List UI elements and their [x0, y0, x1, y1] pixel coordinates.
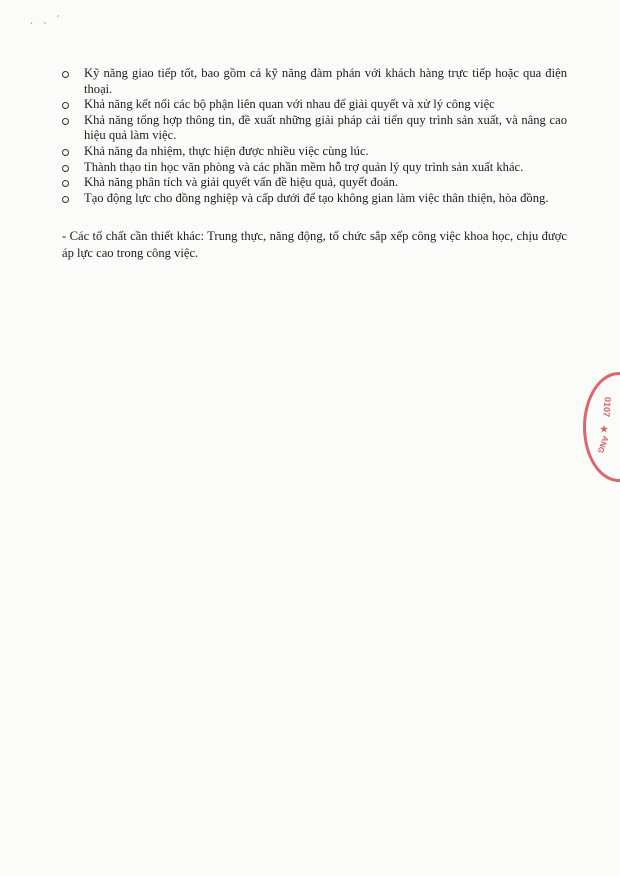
list-item	[62, 160, 567, 176]
seal-star-icon: ★	[600, 424, 609, 434]
circle-bullet-icon	[62, 71, 69, 78]
seal-number: 0107	[601, 396, 613, 418]
circle-bullet-icon	[62, 196, 69, 203]
list-item-text: Thành thạo tin học văn phòng và các phần mềm hỗ trợ quản lý quy trình sản xuất khác.	[84, 159, 524, 174]
list-item	[62, 113, 567, 144]
list-item-text: Khả năng tổng hợp thông tin, đề xuất những giải pháp cải tiến quy trình sản xuất, và nâng cao hiệu quả làm việc.	[84, 112, 567, 143]
list-item	[62, 144, 567, 160]
other-qualities-paragraph: - Các tố chất cần thiết khác: Trung thực, năng động, tổ chức sắp xếp công việc khoa học, chịu được áp lực cao trong công việc.	[62, 229, 567, 260]
list-item-text: Tạo động lực cho đồng nghiệp và cấp dưới để tạo không gian làm việc thân thiện, hòa đồng.	[84, 190, 549, 205]
seal-text: ANG	[595, 434, 611, 455]
list-item	[62, 191, 567, 207]
list-item	[62, 175, 567, 191]
list-item	[62, 66, 567, 97]
circle-bullet-icon	[62, 180, 69, 187]
circle-bullet-icon	[62, 102, 69, 109]
list-item-text: Kỹ năng giao tiếp tốt, bao gồm cả kỹ năng đàm phán với khách hàng trực tiếp hoặc qua điện thoại.	[84, 66, 567, 96]
list-item-text: Khả năng phân tích và giải quyết vấn đề hiệu quả, quyết đoán.	[84, 175, 399, 190]
list-item-text: Khả năng kết nối các bộ phận liên quan với nhau để giải quyết và xử lý công việc	[84, 97, 495, 112]
list-item-text: Khả năng đa nhiệm, thực hiện được nhiều việc cùng lúc.	[84, 143, 369, 158]
circle-bullet-icon	[62, 118, 69, 125]
skills-list	[62, 66, 567, 206]
scan-specks: ˎ ˎ ˊ	[30, 14, 64, 24]
list-item	[62, 97, 567, 113]
circle-bullet-icon	[62, 165, 69, 172]
circle-bullet-icon	[62, 149, 69, 156]
